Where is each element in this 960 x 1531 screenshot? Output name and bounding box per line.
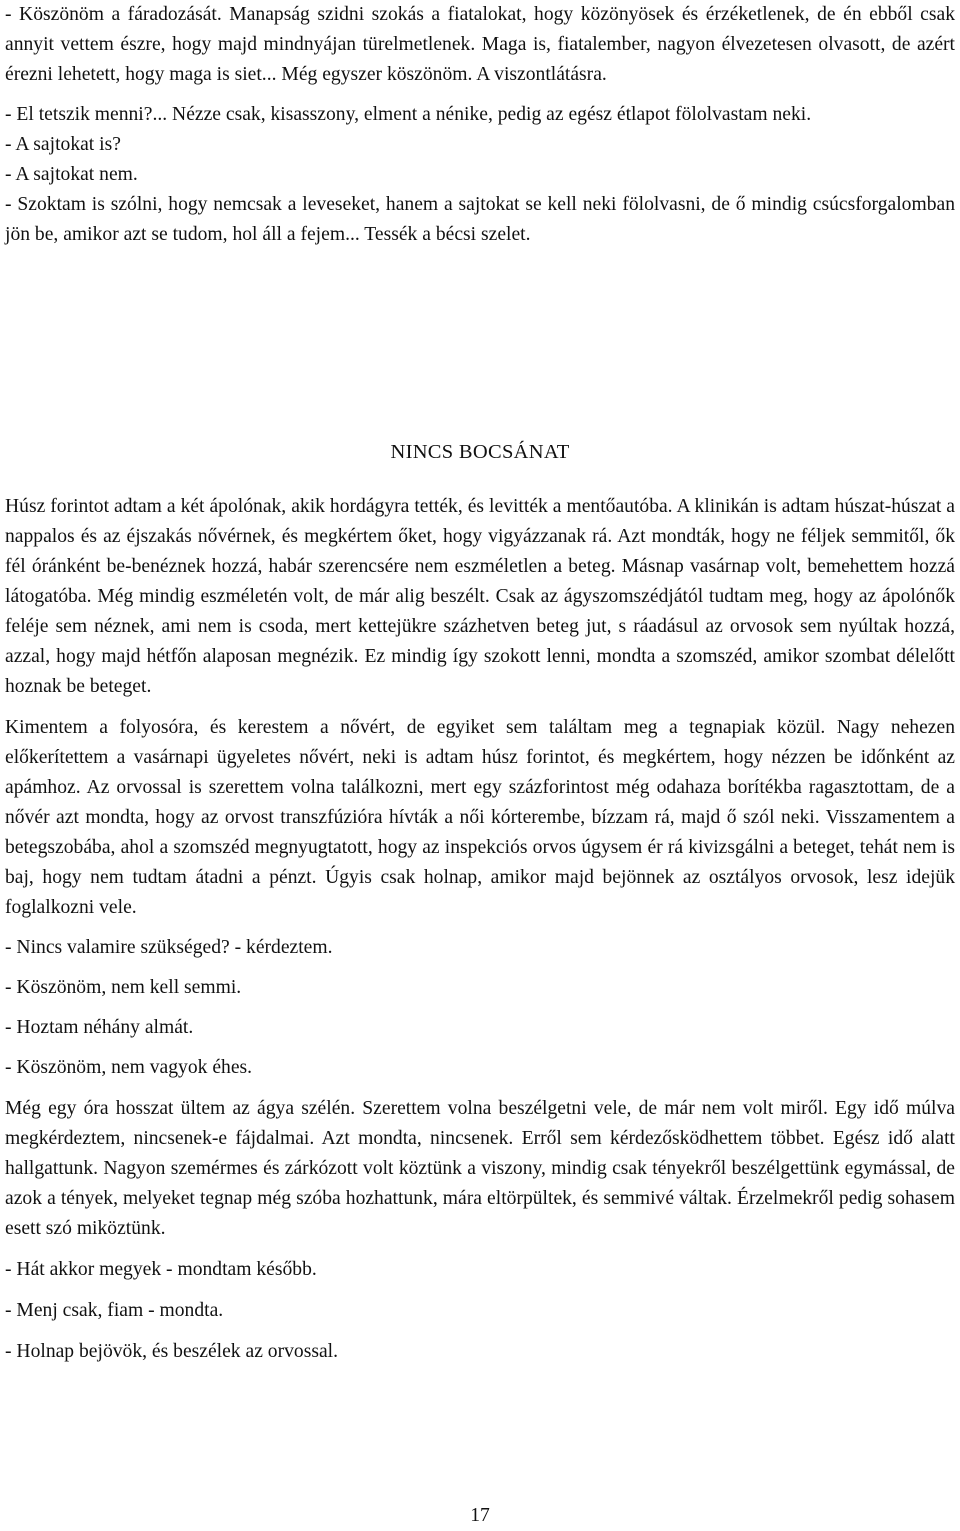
- paragraph-hospital: Húsz forintot adtam a két ápolónak, akik hordágyra tették, és levitték a mentőautóba. A klinikán is adtam húszat-húszat a nappalos és az éjszakás nővérnek, és megkértem őket, hogy vigyázzanak rá. Azt mondták, hogy ne féljek semmitől, ők fél óránként be-benéznek hozzá, habár szerencsére nem eszméletlen a beteg. Másnap vasárnap volt, bemehettem hozzá látogatóba. Még mindig eszméletén volt, de már alig beszélt. Csak az ágyszomszédjától tudtam meg, hogy az ápolónők feléje sem néznek, ami nem is csoda, mert kettejükre százhetven beteg jut, s ráadásul az orvosok sem nyúltak hozzá, azzal, hogy majd hétfőn alaposan megnézik. Ez mindig így szokott lenni, mondta a szomszéd, amikor szombat délelőtt hoznak be beteget.: [5, 496, 955, 697]
- page-number: 17: [470, 1505, 490, 1526]
- paragraph-not-hungry: - Köszönöm, nem vagyok éhes.: [5, 1057, 253, 1078]
- story-title: [5, 437, 955, 468]
- paragraph-tomorrow: - Holnap bejövök, és beszélek az orvossal.: [5, 1341, 338, 1362]
- paragraph-cheese-answer: - A sajtokat nem.: [5, 164, 138, 185]
- paragraph-question-need: - Nincs valamire szükséged? - kérdeztem.: [5, 937, 333, 958]
- paragraph-go-son: - Menj csak, fiam - mondta.: [5, 1300, 224, 1321]
- paragraph-leaving: - Hát akkor megyek - mondtam később.: [5, 1259, 317, 1280]
- paragraph-apples: - Hoztam néhány almát.: [5, 1017, 194, 1038]
- paragraph-corridor: Kimentem a folyosóra, és kerestem a nővért, de egyiket sem találtam meg a tegnapiak közül. Nagy nehezen előkerítettem a vasárnapi ügyeletes nővért, neki is adtam húsz forintot, és megkértem, hogy nézzen be időnként az apámhoz. Az orvossal is szerettem volna találkozni, mert egy százforintost még odahaza borítékba ragasztottam, de a nővér azt mondta, hogy az orvost transzfúzióra hívták a női kórterembe, bízzam rá, majd ő szól neki. Visszamentem a betegszobába, ahol a szomszéd megnyugtatott, hogy az inspekciós orvos úgysem ér rá kivizsgálni a beteget, tehát nem is baj, hogy nem tudtam átadni a pénzt. Úgyis csak holnap, amikor majd bejönnek az osztályos orvosok, lesz idejük foglalkozni vele.: [5, 717, 955, 918]
- paragraph-waiter-remark: - Szoktam is szólni, hogy nemcsak a leveseket, hanem a sajtokat se kell neki fölolvasni, de ő mindig csúcsforgalomban jön be, amikor azt se tudom, hol áll a fejem... Tessék a bécsi szelet.: [5, 194, 955, 245]
- paragraph-waiter-question: - El tetszik menni?... Nézze csak, kisasszony, elment a nénike, pedig az egész étlapot fölolvastam neki.: [5, 104, 812, 125]
- story-body: [5, 492, 955, 1367]
- dialogue-section: [5, 0, 955, 250]
- paragraph-answer-need: - Köszönöm, nem kell semmi.: [5, 977, 242, 998]
- paragraph-farewell: - Köszönöm a fáradozását. Manapság szidni szokás a fiatalokat, hogy közönyösek és érzéketlenek, de én ebből csak annyit vettem észre, hogy majd mindnyájan türelmetlenek. Maga is, fiatalember, nagyon élvezetesen olvasott, de azért érezni lehetett, hogy maga is siet... Még egyszer köszönöm. A viszontlátásra.: [5, 4, 955, 85]
- paragraph-cheese-question: - A sajtokat is?: [5, 134, 121, 155]
- story-title-text: NINCS BOCSÁNAT: [390, 441, 570, 463]
- paragraph-bedside: Még egy óra hosszat ültem az ágya szélén. Szerettem volna beszélgetni vele, de már nem volt miről. Egy idő múlva megkérdeztem, nincsenek-e fájdalmai. Azt mondta, nincsenek. Erről sem kérdezősködhettem többet. Egész idő alatt hallgattunk. Nagyon szemérmes és zárkózott volt köztünk a viszony, mindig csak tényekről beszélgettünk egymással, de azok a tények, melyeket tegnap még szóba hozhattunk, mára eltörpültek, és semmivé váltak. Érzelmekről pedig sohasem esett szó miköztünk.: [5, 1098, 955, 1239]
